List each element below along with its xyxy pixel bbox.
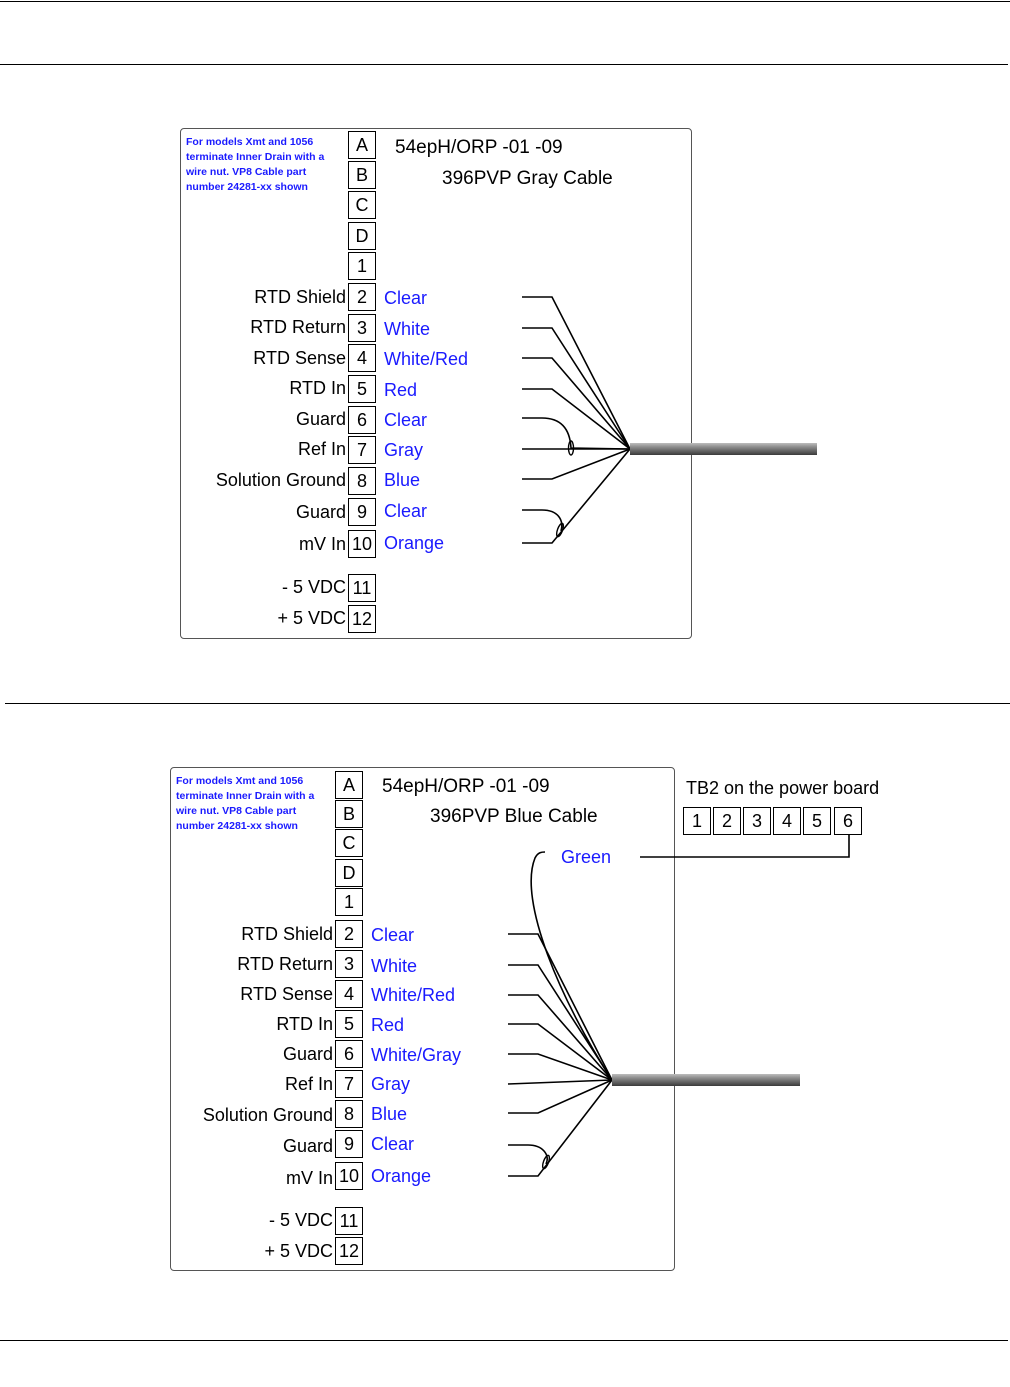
- wire-color-label: Red: [384, 380, 418, 400]
- wire-color-label: White: [384, 319, 431, 339]
- model-note: For models Xmt and 1056 terminate Inner Drain with a wire nut. VP8 Cable part number 24281-xx shown: [176, 775, 315, 832]
- signal-label: Ref In: [284, 1074, 333, 1094]
- tb2-terminal-4: 4: [773, 807, 801, 835]
- tb2-terminal-2: 2: [713, 807, 741, 835]
- wire-color-label: White/Gray: [371, 1045, 462, 1065]
- terminal-D: D: [348, 222, 376, 250]
- terminal-9: 9: [335, 1130, 363, 1158]
- terminal-A: A: [335, 771, 363, 799]
- terminal-7: 7: [348, 436, 376, 464]
- signal-label: RTD In: [276, 1014, 333, 1034]
- terminal-B: B: [348, 161, 376, 189]
- signal-label: - 5 VDC: [281, 577, 346, 597]
- terminal-B: B: [335, 800, 363, 828]
- terminal-8: 8: [348, 467, 376, 495]
- signal-label: mV In: [298, 534, 346, 554]
- terminal-6: 6: [348, 406, 376, 434]
- terminal-C: C: [335, 829, 363, 857]
- wire-color-label: Clear: [371, 1134, 415, 1154]
- signal-label: Solution Ground: [215, 470, 346, 490]
- model-note: For models Xmt and 1056 terminate Inner Drain with a wire nut. VP8 Cable part number 24281-xx shown: [186, 136, 325, 193]
- terminal-8: 8: [335, 1100, 363, 1128]
- sensor-model-title: 54epH/ORP -01 -09: [395, 137, 563, 158]
- signal-label: Guard: [295, 502, 346, 522]
- terminal-5: 5: [335, 1010, 363, 1038]
- signal-label: RTD Shield: [241, 924, 333, 944]
- tb2-terminal-6: 6: [834, 807, 862, 835]
- terminal-1: 1: [348, 252, 376, 280]
- cable-jacket: [612, 1074, 800, 1086]
- terminal-3: 3: [348, 314, 376, 342]
- wire-color-label: Blue: [371, 1104, 408, 1124]
- terminal-2: 2: [348, 283, 376, 311]
- terminal-12: 12: [348, 605, 376, 633]
- signal-label: Guard: [282, 1136, 333, 1156]
- wire-color-label: Gray: [384, 440, 424, 460]
- wire-color-label: Clear: [384, 410, 428, 430]
- terminal-7: 7: [335, 1070, 363, 1098]
- wire-color-label: Orange: [384, 533, 445, 553]
- wire-color-label: Gray: [371, 1074, 411, 1094]
- tb2-label: TB2 on the power board: [686, 778, 880, 798]
- cable-title: 396PVP Gray Cable: [442, 168, 613, 189]
- cable-title: 396PVP Blue Cable: [430, 806, 598, 827]
- wire-color-label: White: [371, 956, 418, 976]
- signal-label: RTD Sense: [240, 984, 333, 1004]
- signal-label: Guard: [282, 1044, 333, 1064]
- wire-color-label: Red: [371, 1015, 405, 1035]
- signal-label: RTD Shield: [254, 287, 346, 307]
- terminal-9: 9: [348, 498, 376, 526]
- tb2-terminal-5: 5: [803, 807, 831, 835]
- signal-label: RTD Return: [237, 954, 333, 974]
- signal-label: Solution Ground: [202, 1105, 333, 1125]
- terminal-A: A: [348, 131, 376, 159]
- terminal-2: 2: [335, 920, 363, 948]
- signal-label: + 5 VDC: [277, 608, 346, 628]
- wire-color-label: Orange: [371, 1166, 432, 1186]
- terminal-6: 6: [335, 1040, 363, 1068]
- sensor-model-title: 54epH/ORP -01 -09: [382, 776, 550, 797]
- signal-label: mV In: [285, 1168, 333, 1188]
- wire-color-label: Clear: [371, 925, 415, 945]
- wire-color-label: Clear: [384, 288, 428, 308]
- signal-label: Ref In: [297, 439, 346, 459]
- terminal-4: 4: [335, 980, 363, 1008]
- wire-color-label: Blue: [384, 470, 421, 490]
- terminal-11: 11: [335, 1207, 363, 1235]
- terminal-11: 11: [348, 574, 376, 602]
- terminal-4: 4: [348, 344, 376, 372]
- signal-label: RTD Return: [250, 317, 346, 337]
- wire-color-label: White/Red: [384, 349, 469, 369]
- terminal-12: 12: [335, 1237, 363, 1265]
- terminal-5: 5: [348, 375, 376, 403]
- signal-label: + 5 VDC: [264, 1241, 333, 1261]
- signal-label: Guard: [295, 409, 346, 429]
- green-wire-label: Green: [561, 847, 612, 867]
- terminal-D: D: [335, 859, 363, 887]
- terminal-1: 1: [335, 888, 363, 916]
- terminal-10: 10: [335, 1162, 363, 1190]
- terminal-C: C: [348, 191, 376, 219]
- signal-label: RTD In: [289, 378, 346, 398]
- tb2-terminal-1: 1: [683, 807, 711, 835]
- terminal-3: 3: [335, 950, 363, 978]
- wire-color-label: White/Red: [371, 985, 456, 1005]
- wire-lines: [508, 834, 849, 1176]
- terminal-10: 10: [348, 530, 376, 558]
- signal-label: - 5 VDC: [268, 1210, 333, 1230]
- wire-color-label: Clear: [384, 501, 428, 521]
- signal-label: RTD Sense: [253, 348, 346, 368]
- tb2-terminal-3: 3: [743, 807, 771, 835]
